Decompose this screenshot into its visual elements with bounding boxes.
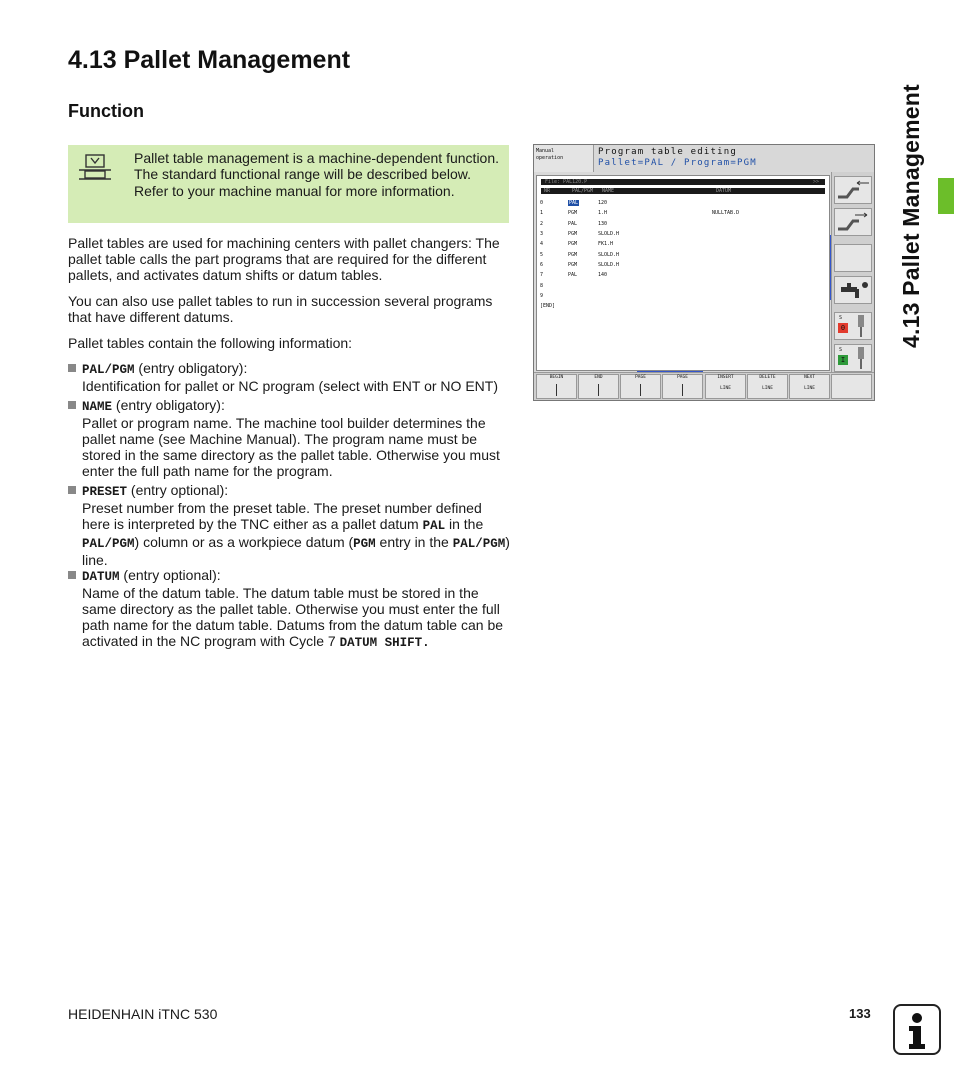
coolant-tap-icon xyxy=(835,277,871,303)
side-softkeys xyxy=(831,172,874,373)
page-down-softkey[interactable]: PAGE xyxy=(662,374,703,399)
chapter-tab-marker xyxy=(938,178,954,214)
pallet-left-icon xyxy=(835,177,871,203)
arrow-down-icon xyxy=(682,384,683,396)
spindle-icon xyxy=(855,347,867,369)
arrow-up-icon xyxy=(556,384,557,396)
spindle-start-button[interactable]: S I xyxy=(834,344,872,372)
begin-softkey[interactable]: BEGIN xyxy=(536,374,577,399)
page-title: 4.13 Pallet Management xyxy=(68,46,351,74)
paragraph-pallet-tables: Pallet tables are used for machining centers with pallet changers: The pallet table calls the part programs that are required for the different pallets, and activates datum shifts or datum tables. xyxy=(68,235,500,283)
pallet-table-screenshot xyxy=(533,144,875,401)
bullet-square xyxy=(68,571,76,579)
info-icon xyxy=(893,1004,941,1055)
keyword: PAL/PGM xyxy=(82,363,135,377)
machine-note-box xyxy=(68,145,509,223)
softkey-row xyxy=(534,372,874,400)
page-up-softkey[interactable]: PAGE xyxy=(620,374,661,399)
file-bar: File: PAL120.P >> xyxy=(541,179,825,185)
pallet-table xyxy=(536,175,830,371)
spindle-off-indicator: 0 xyxy=(838,323,848,333)
arrow-up-icon xyxy=(640,384,641,396)
table-row[interactable]: 9 xyxy=(540,293,544,299)
side-chapter-title: 4.13 Pallet Management xyxy=(898,84,924,348)
end-softkey[interactable]: END xyxy=(578,374,619,399)
spindle-on-indicator: I xyxy=(838,355,848,365)
table-row[interactable]: 0 PAL 120 xyxy=(540,200,608,206)
bullet-square xyxy=(68,364,76,372)
section-title: Function xyxy=(68,101,144,121)
operating-mode: Manual operation xyxy=(534,145,594,172)
keyword: NAME xyxy=(82,400,113,414)
page-number: 133 xyxy=(849,1006,871,1021)
list-item-palpgm: PAL/PGM (entry obligatory): Identification for pallet or NC program (select with ENT or NO ENT) xyxy=(68,360,513,394)
keyword: DATUM xyxy=(82,570,120,584)
table-row[interactable]: 3 PGM SLOLD.H xyxy=(540,231,620,237)
pallet-right-icon xyxy=(835,209,871,235)
spindle-stop-button[interactable]: S 0 xyxy=(834,312,872,340)
list-item-name: NAME (entry obligatory): Pallet or program name. The machine tool builder determines the pallet name (see Machine Manual). The program name must be stored in the same directory as the pallet table. Otherwise you must enter the full path name for the program. xyxy=(68,397,513,479)
pallet-shift-left-button[interactable] xyxy=(834,176,872,204)
note-text: Pallet table management is a machine-dependent function. The standard functional range will be described below. Refer to your machine manual for more information. xyxy=(134,150,500,199)
machine-icon xyxy=(78,154,112,184)
table-header: NR PAL/PGM NAME DATUM xyxy=(541,188,825,194)
table-row[interactable]: 6 PGM SLOLD.H xyxy=(540,262,620,268)
table-row[interactable]: 4 PGM FK1.H xyxy=(540,241,614,247)
table-row[interactable]: 7 PAL 140 xyxy=(540,272,608,278)
footer-product: HEIDENHAIN iTNC 530 xyxy=(68,1006,218,1022)
table-row[interactable]: 8 xyxy=(540,283,544,289)
empty-side-softkey[interactable] xyxy=(834,244,872,272)
list-item-datum: DATUM (entry optional): Name of the datum table. The datum table must be stored in the same directory as the pallet table. Otherwise you must enter the full path name for the datum table. Datums from the datum table can be activated in the NC program with Cycle 7 DATUM SHIFT. xyxy=(68,567,513,651)
screen-title: Program table editing Pallet=PAL / Program=PGM xyxy=(594,145,874,172)
paragraph-contain: Pallet tables contain the following information: xyxy=(68,335,353,351)
spindle-icon xyxy=(855,315,867,337)
table-row[interactable]: [END] xyxy=(540,303,556,309)
coolant-button[interactable] xyxy=(834,276,872,304)
list-item-preset: PRESET (entry optional): Preset number from the preset table. The preset number defined here is interpreted by the TNC either as a pallet datum PAL in the PAL/PGM) column or as a workpiece datum (PGM entry in the PAL/PGM) line. xyxy=(68,482,513,568)
bullet-square xyxy=(68,486,76,494)
keyword: PRESET xyxy=(82,485,128,499)
next-line-softkey[interactable]: NEXT LINE xyxy=(789,374,830,399)
table-row[interactable]: 2 PAL 130 xyxy=(540,221,608,227)
paragraph-succession: You can also use pallet tables to run in succession several programs that have different datums. xyxy=(68,293,493,325)
insert-line-softkey[interactable]: INSERT LINE xyxy=(705,374,746,399)
table-row[interactable]: 5 PGM SLOLD.H xyxy=(540,252,620,258)
info-i-glyph xyxy=(895,1006,939,1053)
pallet-shift-right-button[interactable] xyxy=(834,208,872,236)
empty-softkey[interactable] xyxy=(831,374,872,399)
bullet-square xyxy=(68,401,76,409)
arrow-down-icon xyxy=(598,384,599,396)
delete-line-softkey[interactable]: DELETE LINE xyxy=(747,374,788,399)
table-row[interactable]: 1 PGM 1.H NULLTAB.D xyxy=(540,210,740,216)
